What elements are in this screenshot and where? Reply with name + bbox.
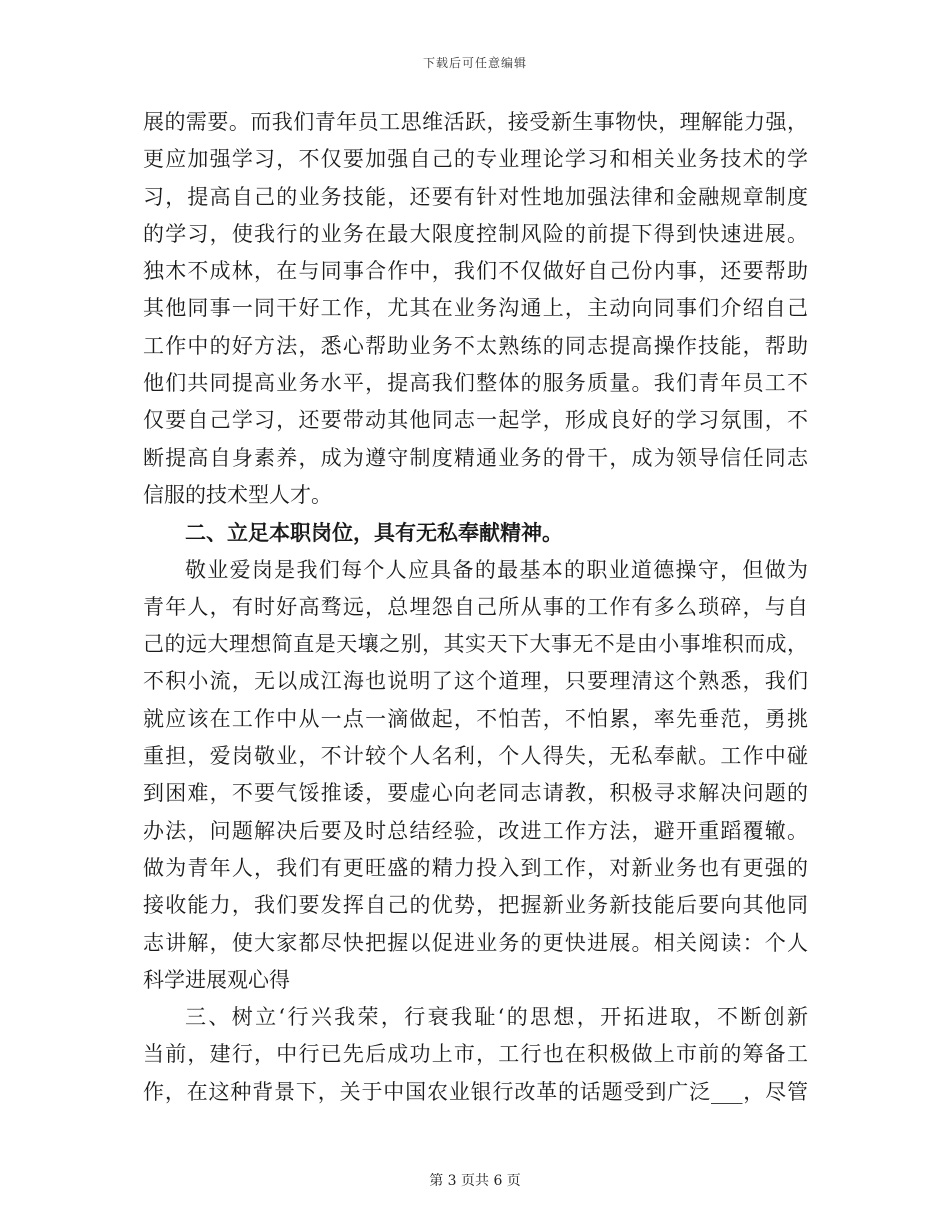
text-line: 他们共同提高业务水平，提高我们整体的服务质量。我们青年员工不 (143, 371, 808, 396)
text-line: 展的需要。而我们青年员工思维活跃，接受新生事物快，理解能力强， (143, 110, 808, 134)
text-line: 接收能力，我们要发挥自己的优势，把握新业务新技能后要向其他同 (143, 893, 808, 918)
text-line: 其他同事一同干好工作，尤其在业务沟通上，主动向同事们介绍自己 (143, 296, 808, 321)
text-line: 的学习，使我行的业务在最大限度控制风险的前提下得到快速进展。 (143, 221, 808, 246)
text-line: 不积小流，无以成江海也说明了这个道理，只要理清这个熟悉，我们 (143, 669, 808, 694)
text-line: 办法，问题解决后要及时总结经验，改进工作方法，避开重蹈覆辙。 (143, 818, 808, 843)
text-line: 志讲解，使大家都尽快把握以促进业务的更快进展。相关阅读：个人 (143, 930, 808, 955)
text-line: 就应该在工作中从一点一滴做起，不怕苦，不怕累，率先垂范，勇挑 (143, 706, 808, 731)
text-line: 到困难，不要气馁推诿，要虚心向老同志请教，积极寻求解决问题的 (143, 781, 808, 806)
text-line: 工作中的好方法，悉心帮助业务不太熟练的同志提高操作技能，帮助 (143, 333, 808, 358)
page-header: 下载后可任意编辑 (422, 56, 527, 70)
text-line: 信服的技术型人才。 (143, 482, 332, 507)
text-line: 断提高自身素养，成为遵守制度精通业务的骨干，成为领导信任同志 (143, 445, 808, 470)
text-line: 己的远大理想简直是天壤之别，其实天下大事无不是由小事堆积而成， (143, 632, 808, 657)
text-line: 当前，建行，中行已先后成功上市，工行也在积极做上市前的筹备工 (143, 1042, 808, 1067)
text-line: 仅要自己学习，还要带动其他同志一起学，形成良好的学习氛围，不 (143, 408, 808, 433)
text-line: 更应加强学习，不仅要加强自己的专业理论学习和相关业务技术的学 (143, 147, 808, 172)
text-line: 敬业爱岗是我们每个人应具备的最基本的职业道德操守，但做为 (185, 557, 808, 582)
section-heading: 二、立足本职岗位，具有无私奉献精神。 (185, 520, 563, 546)
text-line: 做为青年人，我们有更旺盛的精力投入到工作，对新业务也有更强的 (143, 855, 808, 880)
page-number: 第 3 页共 6 页 (429, 1173, 521, 1189)
text-line: 科学进展观心得 (143, 967, 290, 992)
text-line: 习，提高自己的业务技能，还要有针对性地加强法律和金融规章制度 (143, 184, 808, 209)
text-line: 青年人，有时好高骛远，总埋怨自己所从事的工作有多么琐碎，与自 (143, 594, 808, 619)
section-heading: 三、树立‘行兴我荣，行衰我耻‘的思想，开拓进取，不断创新 (185, 1005, 808, 1030)
text-line: 作，在这种背景下，关于中国农业银行改革的话题受到广泛___，尽管 (143, 1079, 808, 1104)
body-text (143, 104, 808, 1111)
text-line: 重担，爱岗敬业，不计较个人名利，个人得失，无私奉献。工作中碰 (143, 744, 808, 769)
text-line: 独木不成林，在与同事合作中，我们不仅做好自己份内事，还要帮助 (143, 259, 808, 284)
